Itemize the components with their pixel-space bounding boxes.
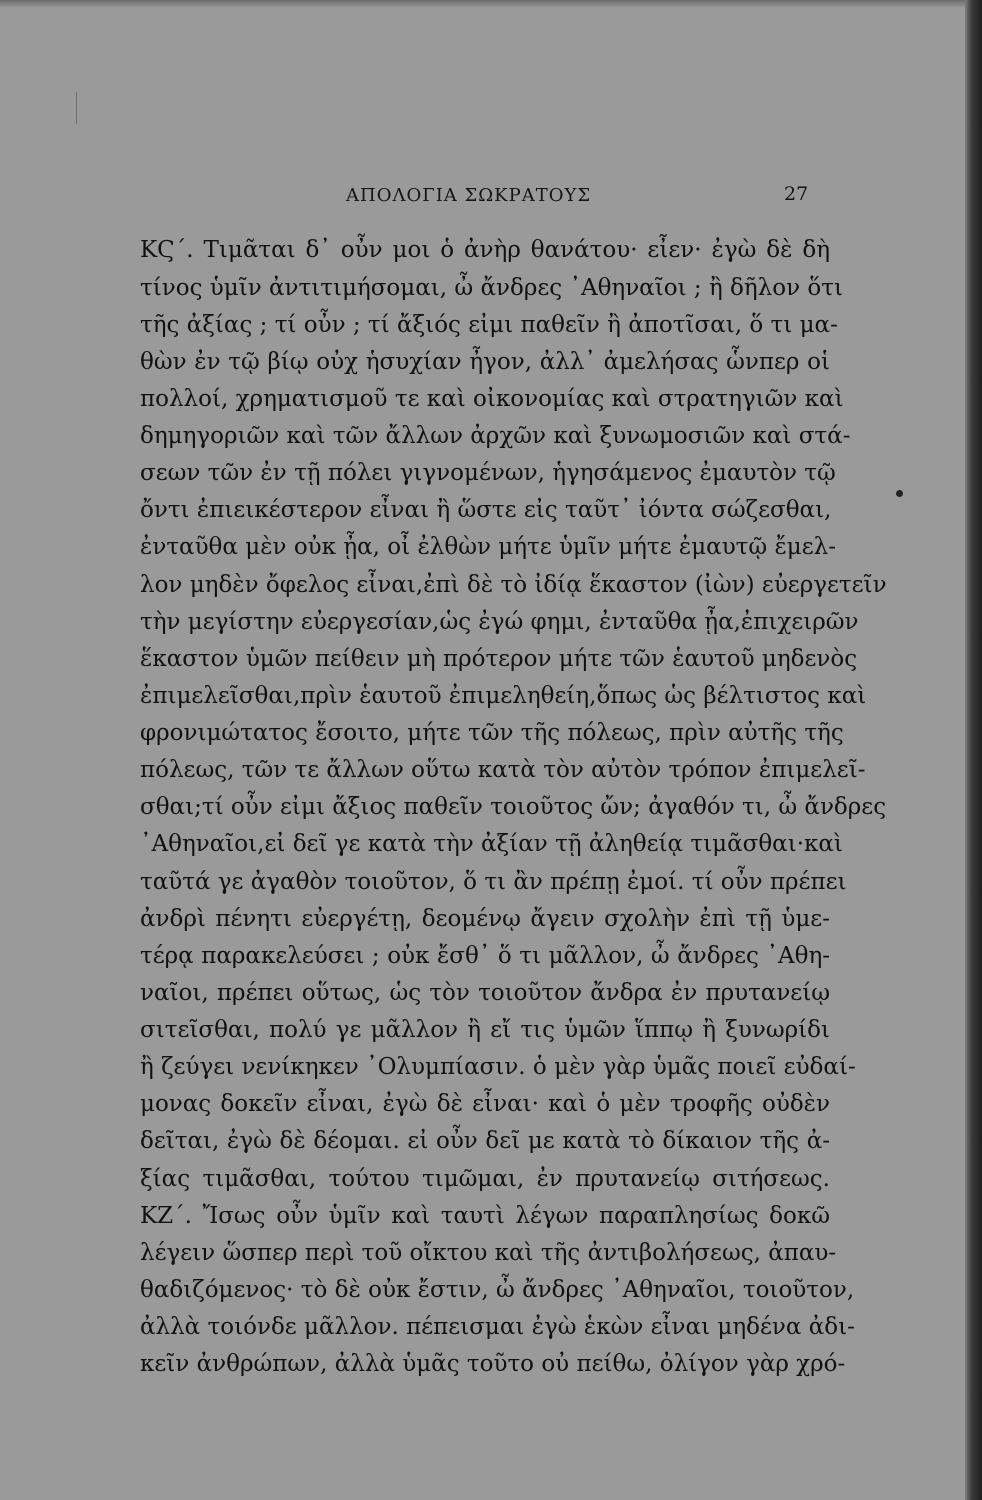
text-line: ἀλλὰ τοιόνδε μᾶλλον. πέπεισμαι ἐγὼ ἑκὼν εἶναι μηδένα ἀδι- (140, 1314, 855, 1340)
text-line: ᾿Αθηναῖοι,εἰ δεῖ γε κατὰ τὴν ἀξίαν τῇ ἀληθείᾳ τιμᾶσθαι·καὶ (140, 831, 843, 857)
text-line: ἐπιμελεῖσθαι,πρὶν ἑαυτοῦ ἐπιμεληθείη,ὅπως ὡς βέλτιστος καὶ (140, 683, 867, 709)
text-line: θὼν ἐν τῷ βίῳ οὐχ ἡσυχίαν ἦγον, ἀλλ᾽ ἀμελήσας ὧνπερ οἱ (140, 349, 830, 375)
page-header (0, 183, 965, 213)
text-line: τέρᾳ παρακελεύσει ; οὐκ ἔσθ᾽ ὅ τι μᾶλλον, ὦ ἄνδρες ᾿Αθη- (140, 943, 830, 969)
text-line: θαδιζόμενος· τὸ δὲ οὐκ ἔστιν, ὦ ἄνδρες ᾿Αθηναῖοι, τοιοῦτον, (140, 1277, 855, 1303)
text-line: ἢ ζεύγει νενίκηκεν ᾿Ολυμπίασιν. ὁ μὲν γὰρ ὑμᾶς ποιεῖ εὐδαί- (140, 1054, 856, 1080)
text-line: δημηγοριῶν καὶ τῶν ἄλλων ἀρχῶν καὶ ξυνωμοσιῶν καὶ στά- (140, 423, 851, 449)
text-line: πόλεως, τῶν τε ἄλλων οὕτω κατὰ τὸν αὐτὸν τρόπον ἐπιμελεῖ- (140, 757, 866, 783)
page-right-edge (965, 0, 982, 1500)
text-line: σιτεῖσθαι, πολύ γε μᾶλλον ἢ εἴ τις ὑμῶν ἵππῳ ἢ ξυνωρίδι (140, 1017, 830, 1043)
text-line: λέγειν ὥσπερ περὶ τοῦ οἴκτου καὶ τῆς ἀντιβολήσεως, ἀπαυ- (140, 1240, 837, 1266)
text-line: ἐνταῦθα μὲν οὐκ ᾖα, οἶ ἐλθὼν μήτε ὑμῖν μήτε ἐμαυτῷ ἔμελ- (140, 534, 837, 560)
text-line: πολλοί, χρηματισμοῦ τε καὶ οἰκονομίας καὶ στρατηγιῶν καὶ (140, 386, 844, 412)
text-line: ὄντι ἐπιεικέστερον εἶναι ἢ ὥστε εἰς ταῦτ᾽ ἰόντα σώζεσθαι, (140, 497, 832, 523)
running-title: ΑΠΟΛΟΓΙΑ ΣΩΚΡΑΤΟΥΣ (346, 185, 592, 206)
text-line: τῆς ἀξίας ; τί οὖν ; τί ἄξιός εἰμι παθεῖν ἢ ἀποτῖσαι, ὅ τι μα- (140, 312, 838, 338)
text-line: ἕκαστον ὑμῶν πείθειν μὴ πρότερον μήτε τῶν ἑαυτοῦ μηδενὸς (140, 646, 858, 672)
text-line: ἀνδρὶ πένητι εὐεργέτῃ, δεομένῳ ἄγειν σχολὴν ἐπὶ τῇ ὑμε- (140, 906, 830, 932)
text-line: ναῖοι, πρέπει οὕτως, ὡς τὸν τοιοῦτον ἄνδρα ἐν πρυτανείῳ (140, 980, 830, 1006)
text-line: κεῖν ἀνθρώπων, ἀλλὰ ὑμᾶς τοῦτο οὐ πείθω, ὀλίγον γὰρ χρό- (140, 1351, 846, 1377)
text-line: φρονιμώτατος ἔσοιτο, μήτε τῶν τῆς πόλεως, πρὶν αὐτῆς τῆς (140, 720, 844, 746)
text-line: μονας δοκεῖν εἶναι, ἐγὼ δὲ εἶναι· καὶ ὁ μὲν τροφῆς οὐδὲν (140, 1091, 830, 1117)
text-line: ταῦτά γε ἀγαθὸν τοιοῦτον, ὅ τι ἂν πρέπῃ ἐμοί. τί οὖν πρέπει (140, 869, 847, 895)
text-line: ΚΖ΄. Ἴσως οὖν ὑμῖν καὶ ταυτὶ λέγων παραπλησίως δοκῶ (140, 1203, 830, 1229)
text-line: ΚϚ΄. Τιμᾶται δ᾽ οὖν μοι ὁ ἀνὴρ θανάτου· εἶεν· ἐγὼ δὲ δὴ (140, 237, 830, 263)
page-top-edge (0, 0, 965, 8)
text-line: ξίας τιμᾶσθαι, τούτου τιμῶμαι, ἐν πρυτανείῳ σιτήσεως. (140, 1166, 830, 1192)
text-line: τίνος ὑμῖν ἀντιτιμήσομαι, ὦ ἄνδρες ᾿Αθηναῖοι ; ἢ δῆλον ὅτι (140, 275, 843, 301)
text-line: δεῖται, ἐγὼ δὲ δέομαι. εἰ οὖν δεῖ με κατὰ τὸ δίκαιον τῆς ἀ- (140, 1128, 830, 1154)
paper-crease (76, 92, 77, 124)
text-line: σθαι;τί οὖν εἰμι ἄξιος παθεῖν τοιοῦτος ὤν; ἀγαθόν τι, ὦ ἄνδρες (140, 794, 887, 820)
ink-spot (896, 490, 903, 497)
text-line: σεων τῶν ἐν τῇ πόλει γιγνομένων, ἡγησάμενος ἐμαυτὸν τῷ (140, 460, 836, 486)
page-number: 27 (784, 183, 809, 205)
text-line: λον μηδὲν ὄφελος εἶναι,ἐπὶ δὲ τὸ ἰδίᾳ ἕκαστον (ἰὼν) εὐεργετεῖν (140, 572, 887, 598)
text-line: τὴν μεγίστην εὐεργεσίαν,ὡς ἐγώ φημι, ἐνταῦθα ᾖα,ἐπιχειρῶν (140, 609, 859, 635)
